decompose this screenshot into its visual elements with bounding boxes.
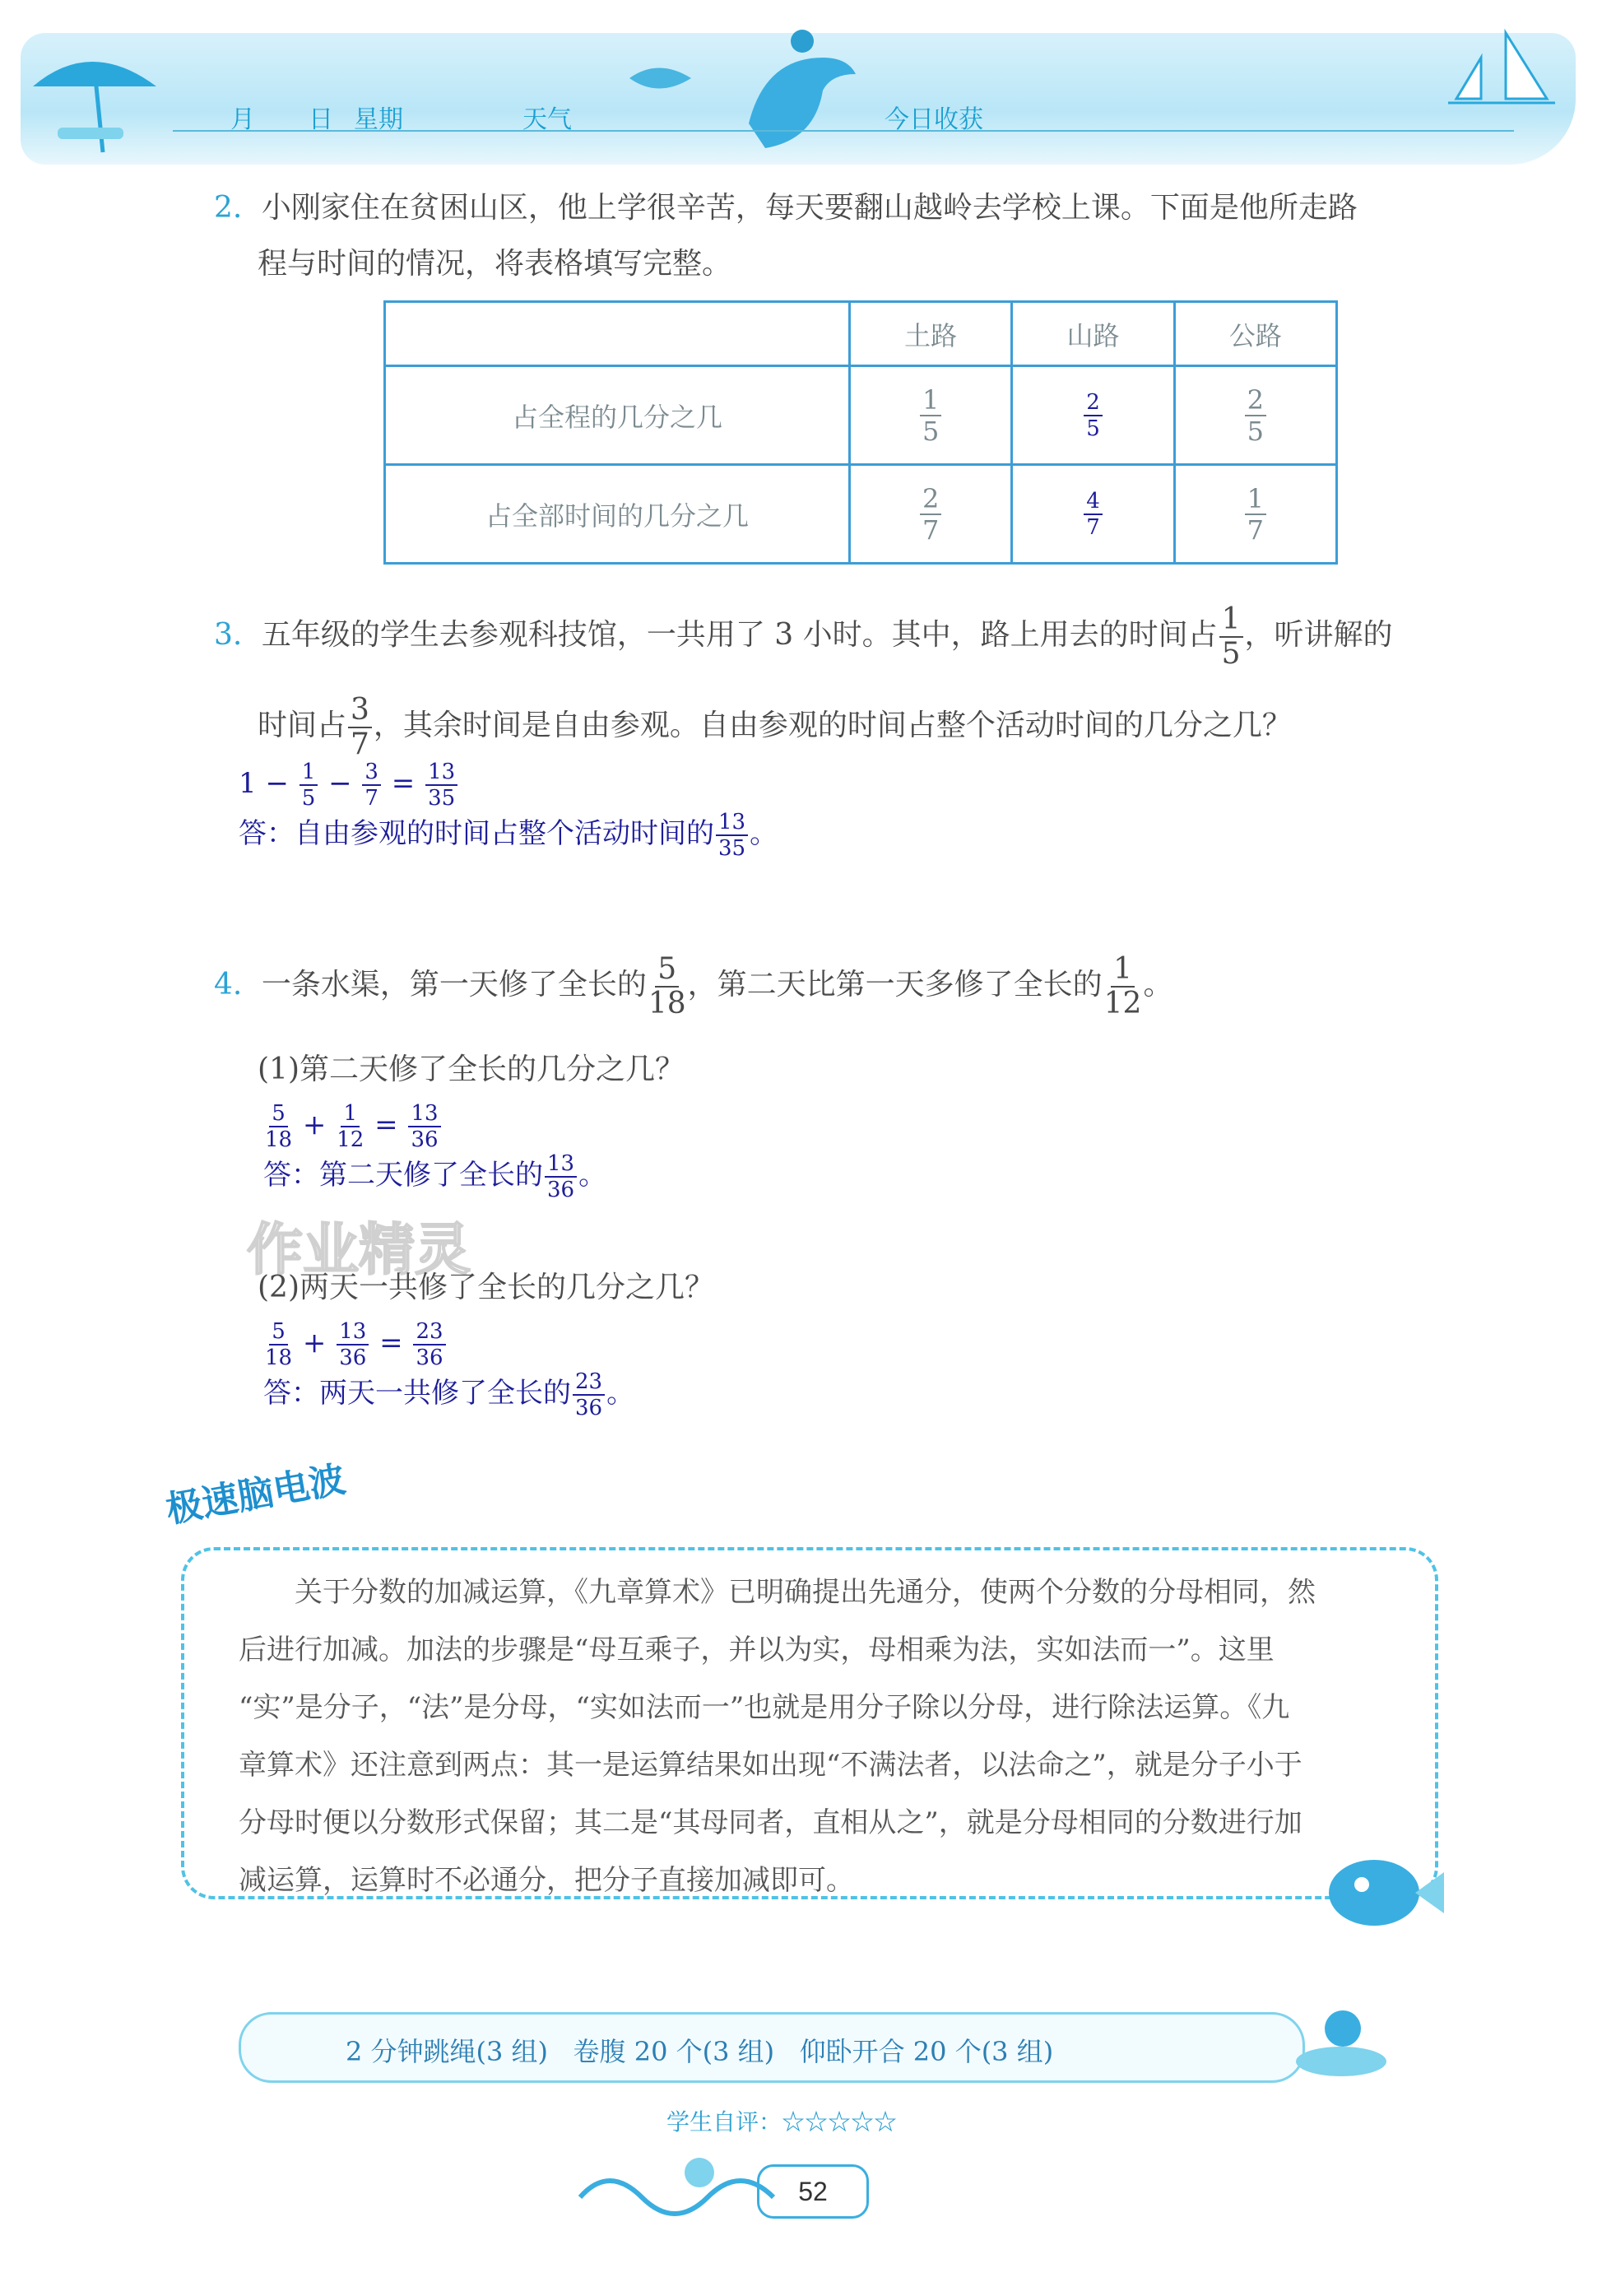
day-label: 日 xyxy=(309,105,333,134)
q3-text-line2: 时间占 $\frac{3}{7}$ ，其余时间是自由参观。自由参观的时间占整个活动时间的几分之几？ xyxy=(258,693,1292,761)
harvest-label: 今日收获 xyxy=(885,105,983,134)
fraction: $\frac{3}{7}$ xyxy=(348,695,372,760)
beach-umbrella-icon xyxy=(25,37,165,160)
table-cell: $\frac{1}{7}$ xyxy=(1174,465,1336,564)
q4-answer-2: 答：两天一共修了全长的 $\frac{23}{36}$ 。 xyxy=(263,1369,635,1420)
table-header-cell: 山路 xyxy=(1012,302,1174,366)
q4-calculation-2: $\frac{5}{18}$ + $\frac{13}{36}$ = $\frac{23}{36}$ xyxy=(263,1321,448,1369)
fraction: $\frac{1}{5}$ xyxy=(1219,605,1243,669)
q2-text xyxy=(214,188,1481,229)
month-label: 月 xyxy=(230,105,255,134)
q2-line1: 小刚家住在贫困山区，他上学很辛苦，每天要翻山越岭去学校上课。下面是他所走路 xyxy=(261,191,1358,225)
table-header-cell xyxy=(385,302,850,366)
table-row xyxy=(385,366,1337,465)
q2-table xyxy=(383,300,1338,565)
page-number: 52 xyxy=(757,2164,869,2219)
dolphin-icon xyxy=(732,25,864,165)
q4-number: 4. xyxy=(214,968,243,1002)
brainwave-text: 关于分数的加减运算，《九章算术》已明确提出先通分，使两个分数的分母相同，然 后进行加减。加法的步骤是“母互乘子，并以为实，母相乘为法，实如法而一”。这里 “实”是分子，“法”是分母，“实如法而一”也就是用分子除以分母，进行除法运算。《九 章算术》还注意到两点：其一是运算结果如出现“不满法者，以法命之”，就是分子小于 分母时便以分数形式保留；其二是“其母同者，直相从之”，就是分母相同的分数进行加 减运算，运算时不必通分，把分子直接加减即可。 xyxy=(239,1576,1316,1897)
brainwave-title: 极速脑电波 xyxy=(163,1458,349,1531)
table-header-row xyxy=(385,302,1337,366)
q3-calculation: 1 − $\frac{1}{5}$ − $\frac{3}{7}$ = $\frac{13}{35}$ xyxy=(239,761,459,809)
frog-on-lilypad-icon xyxy=(1292,1983,1391,2082)
q2-number: 2. xyxy=(214,191,243,225)
q2-line2: 程与时间的情况，将表格填写完整。 xyxy=(258,247,732,281)
q4-sub2: (2)两天一共修了全长的几分之几？ xyxy=(258,1271,714,1304)
sailboat-icon xyxy=(1432,25,1572,115)
q4-sub1: (1)第二天修了全长的几分之几？ xyxy=(258,1053,685,1086)
q4-text: 4. 一条水渠，第一天修了全长的 $\frac{5}{18}$ ，第二天比第一天多修了全长的 $\frac{1}{12}$ 。 xyxy=(214,952,1173,1020)
table-row xyxy=(385,465,1337,564)
q3-number: 3. xyxy=(214,618,243,652)
table-cell: $\frac{1}{5}$ xyxy=(850,366,1012,465)
weather-label: 天气 xyxy=(522,105,572,134)
row-label: 占全程的几分之几 xyxy=(385,366,850,465)
table-header-cell: 土路 xyxy=(850,302,1012,366)
table-cell: $\frac{2}{7}$ xyxy=(850,465,1012,564)
fish-icon xyxy=(625,58,699,99)
weekday-label: 星期 xyxy=(354,105,403,134)
q3-text-line1: 3. 五年级的学生去参观科技馆，一共用了 3 小时。其中，路上用去的时间占 $\frac{1}{5}$ ，听讲解的 xyxy=(214,602,1393,671)
table-header-cell: 公路 xyxy=(1174,302,1336,366)
table-cell-answer: $\frac{2}{5}$ xyxy=(1012,366,1174,465)
table-cell: $\frac{2}{5}$ xyxy=(1174,366,1336,465)
self-evaluation: 学生自评：☆☆☆☆☆ xyxy=(666,2108,898,2136)
table-cell-answer: $\frac{4}{7}$ xyxy=(1012,465,1174,564)
cartoon-fish-icon xyxy=(1316,1843,1448,1942)
exercise-text: 2 分钟跳绳(3 组) 卷腹 20 个(3 组) 仰卧开合 20 个(3 组) xyxy=(346,2036,1054,2067)
watermark: 作业精灵 xyxy=(247,1218,471,1283)
q4-calculation-1: $\frac{5}{18}$ + $\frac{1}{12}$ = $\frac{13}{36}$ xyxy=(263,1103,443,1150)
q4-answer-1: 答：第二天修了全长的 $\frac{13}{36}$ 。 xyxy=(263,1151,607,1202)
q3-answer: 答：自由参观的时间占整个活动时间的 $\frac{13}{35}$ 。 xyxy=(239,810,778,861)
row-label: 占全部时间的几分之几 xyxy=(385,465,850,564)
